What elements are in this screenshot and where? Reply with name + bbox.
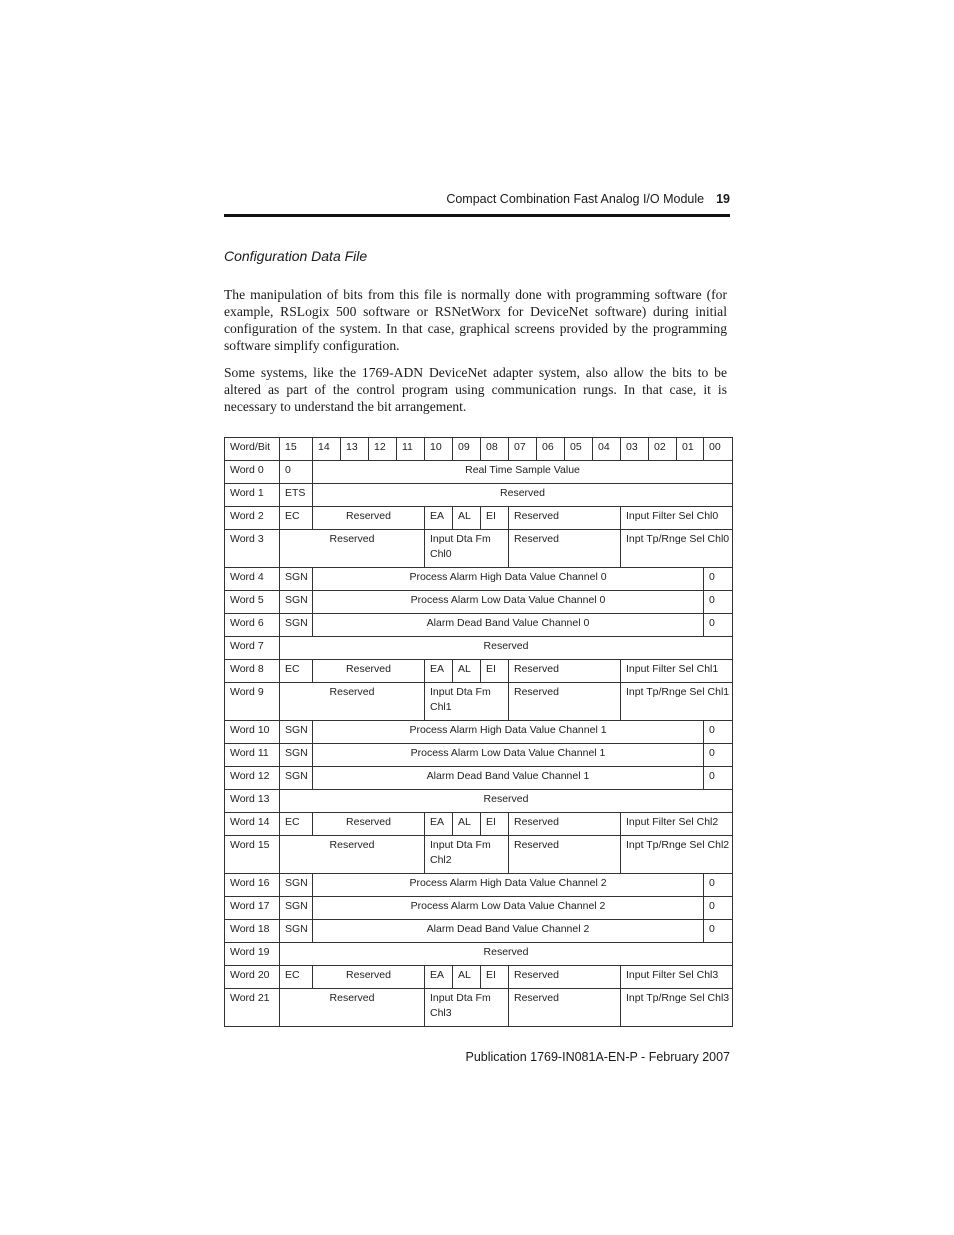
table-cell: Process Alarm High Data Value Channel 2 xyxy=(313,874,704,897)
table-cell: Input Filter Sel Chl0 xyxy=(621,507,733,530)
table-cell: EI xyxy=(481,966,509,989)
header-cell-bit-09: 09 xyxy=(453,438,481,461)
table-cell: Reserved xyxy=(280,530,425,568)
table-row xyxy=(225,637,733,660)
header-cell-word-bit: Word/Bit xyxy=(225,438,280,461)
table-cell: SGN xyxy=(280,591,313,614)
table-cell: Real Time Sample Value xyxy=(313,461,733,484)
table-cell: EA xyxy=(425,507,453,530)
table-row xyxy=(225,767,733,790)
table-cell: EA xyxy=(425,966,453,989)
table-cell: Reserved xyxy=(509,813,621,836)
configuration-data-table xyxy=(224,437,733,1027)
table-cell: Process Alarm High Data Value Channel 1 xyxy=(313,721,704,744)
table-row xyxy=(225,874,733,897)
word-label-cell: Word 19 xyxy=(225,943,280,966)
header-cell-bit-08: 08 xyxy=(481,438,509,461)
table-row xyxy=(225,813,733,836)
table-cell: Reserved xyxy=(509,836,621,874)
table-cell: Process Alarm Low Data Value Channel 2 xyxy=(313,897,704,920)
header-rule xyxy=(224,214,730,217)
table-cell: SGN xyxy=(280,920,313,943)
table-cell: 0 xyxy=(280,461,313,484)
table-cell: Reserved xyxy=(280,683,425,721)
table-row xyxy=(225,920,733,943)
table-cell: 0 xyxy=(704,767,733,790)
table-cell: Reserved xyxy=(313,484,733,507)
table-cell: 0 xyxy=(704,744,733,767)
table-cell: 0 xyxy=(704,874,733,897)
table-cell: EC xyxy=(280,660,313,683)
table-cell: Reserved xyxy=(509,966,621,989)
header-cell-bit-14: 14 xyxy=(313,438,341,461)
table-body xyxy=(225,438,733,1027)
table-cell: SGN xyxy=(280,721,313,744)
header-cell-bit-11: 11 xyxy=(397,438,425,461)
header-cell-bit-13: 13 xyxy=(341,438,369,461)
table-cell: EC xyxy=(280,813,313,836)
header-cell-bit-07: 07 xyxy=(509,438,537,461)
word-label-cell: Word 14 xyxy=(225,813,280,836)
table-row xyxy=(225,507,733,530)
table-row xyxy=(225,721,733,744)
table-cell: Input Dta Fm Chl1 xyxy=(425,683,509,721)
table-header-row xyxy=(225,438,733,461)
table-cell: EC xyxy=(280,966,313,989)
table-cell: Reserved xyxy=(509,530,621,568)
table-cell: Alarm Dead Band Value Channel 2 xyxy=(313,920,704,943)
table-cell: 0 xyxy=(704,591,733,614)
header-title: Compact Combination Fast Analog I/O Module xyxy=(446,192,705,206)
word-label-cell: Word 2 xyxy=(225,507,280,530)
word-label-cell: Word 15 xyxy=(225,836,280,874)
table-row xyxy=(225,461,733,484)
header-cell-bit-00: 00 xyxy=(704,438,733,461)
table-cell: Alarm Dead Band Value Channel 1 xyxy=(313,767,704,790)
table-cell: SGN xyxy=(280,897,313,920)
word-label-cell: Word 5 xyxy=(225,591,280,614)
word-label-cell: Word 21 xyxy=(225,989,280,1027)
table-cell: Process Alarm Low Data Value Channel 1 xyxy=(313,744,704,767)
table-cell: Reserved xyxy=(280,989,425,1027)
table-row xyxy=(225,897,733,920)
table-cell: Reserved xyxy=(509,660,621,683)
header-cell-bit-06: 06 xyxy=(537,438,565,461)
table-row xyxy=(225,614,733,637)
table-row xyxy=(225,836,733,874)
word-label-cell: Word 13 xyxy=(225,790,280,813)
table-row xyxy=(225,683,733,721)
table-cell: Alarm Dead Band Value Channel 0 xyxy=(313,614,704,637)
table-cell: Inpt Tp/Rnge Sel Chl2 xyxy=(621,836,733,874)
table-cell: AL xyxy=(453,660,481,683)
word-label-cell: Word 7 xyxy=(225,637,280,660)
table-row xyxy=(225,660,733,683)
header-cell-bit-03: 03 xyxy=(621,438,649,461)
table-cell: 0 xyxy=(704,897,733,920)
word-label-cell: Word 16 xyxy=(225,874,280,897)
word-label-cell: Word 11 xyxy=(225,744,280,767)
table-row xyxy=(225,943,733,966)
table-row xyxy=(225,530,733,568)
word-label-cell: Word 0 xyxy=(225,461,280,484)
table-cell: Input Filter Sel Chl2 xyxy=(621,813,733,836)
table-cell: Input Dta Fm Chl2 xyxy=(425,836,509,874)
table-cell: SGN xyxy=(280,744,313,767)
header-cell-bit-15: 15 xyxy=(280,438,313,461)
page-number: 19 xyxy=(716,192,730,206)
table-cell: EA xyxy=(425,660,453,683)
table-cell: Reserved xyxy=(313,813,425,836)
table-cell: Reserved xyxy=(509,507,621,530)
word-label-cell: Word 1 xyxy=(225,484,280,507)
table-cell: Reserved xyxy=(280,790,733,813)
table-cell: Input Dta Fm Chl0 xyxy=(425,530,509,568)
table-cell: EI xyxy=(481,507,509,530)
table-cell: Reserved xyxy=(280,637,733,660)
table-row xyxy=(225,591,733,614)
table-cell: Inpt Tp/Rnge Sel Chl3 xyxy=(621,989,733,1027)
header-cell-bit-05: 05 xyxy=(565,438,593,461)
body-paragraph-1: The manipulation of bits from this file is normally done with programming software (for example, RSLogix 500 software or RSNetWorx for DeviceNet software) during initial configuration of the system. In that case, graphical screens provided by the programming software simplify configuration. xyxy=(224,287,727,353)
table-cell: SGN xyxy=(280,767,313,790)
table-cell: EC xyxy=(280,507,313,530)
table-cell: Reserved xyxy=(509,683,621,721)
table-row xyxy=(225,966,733,989)
header-cell-bit-10: 10 xyxy=(425,438,453,461)
word-label-cell: Word 18 xyxy=(225,920,280,943)
word-label-cell: Word 8 xyxy=(225,660,280,683)
table-row xyxy=(225,568,733,591)
header-cell-bit-01: 01 xyxy=(677,438,704,461)
word-label-cell: Word 17 xyxy=(225,897,280,920)
table-cell: 0 xyxy=(704,721,733,744)
word-label-cell: Word 6 xyxy=(225,614,280,637)
table-cell: Process Alarm Low Data Value Channel 0 xyxy=(313,591,704,614)
table-row xyxy=(225,790,733,813)
word-label-cell: Word 20 xyxy=(225,966,280,989)
table-cell: Inpt Tp/Rnge Sel Chl1 xyxy=(621,683,733,721)
word-label-cell: Word 4 xyxy=(225,568,280,591)
table-cell: AL xyxy=(453,966,481,989)
running-header xyxy=(224,192,730,210)
header-cell-bit-12: 12 xyxy=(369,438,397,461)
table-cell: AL xyxy=(453,507,481,530)
table-cell: ETS xyxy=(280,484,313,507)
table-cell: AL xyxy=(453,813,481,836)
table-cell: Reserved xyxy=(280,836,425,874)
table-row xyxy=(225,744,733,767)
table-cell: SGN xyxy=(280,874,313,897)
table-row xyxy=(225,989,733,1027)
table-cell: Process Alarm High Data Value Channel 0 xyxy=(313,568,704,591)
table-cell: Reserved xyxy=(280,943,733,966)
word-label-cell: Word 10 xyxy=(225,721,280,744)
table-cell: SGN xyxy=(280,568,313,591)
body-paragraph-2: Some systems, like the 1769-ADN DeviceNet adapter system, also allow the bits to be altered as part of the control program using communication rungs. In that case, it is necessary to understand the bit arrangement. xyxy=(224,365,727,414)
table-cell: Inpt Tp/Rnge Sel Chl0 xyxy=(621,530,733,568)
table-cell: EI xyxy=(481,813,509,836)
header-cell-bit-02: 02 xyxy=(649,438,677,461)
table-cell: 0 xyxy=(704,614,733,637)
word-label-cell: Word 12 xyxy=(225,767,280,790)
word-label-cell: Word 3 xyxy=(225,530,280,568)
section-title: Configuration Data File xyxy=(224,248,368,264)
footer-publication: Publication 1769-IN081A-EN-P - February 2007 xyxy=(465,1050,730,1064)
table-row xyxy=(225,484,733,507)
table-cell: Reserved xyxy=(509,989,621,1027)
table-cell: 0 xyxy=(704,568,733,591)
table-cell: Reserved xyxy=(313,507,425,530)
table-cell: Input Filter Sel Chl1 xyxy=(621,660,733,683)
table-cell: Input Filter Sel Chl3 xyxy=(621,966,733,989)
word-label-cell: Word 9 xyxy=(225,683,280,721)
table-cell: EI xyxy=(481,660,509,683)
header-cell-bit-04: 04 xyxy=(593,438,621,461)
table-cell: Reserved xyxy=(313,966,425,989)
table-cell: 0 xyxy=(704,920,733,943)
table-cell: Reserved xyxy=(313,660,425,683)
table-cell: EA xyxy=(425,813,453,836)
table-cell: SGN xyxy=(280,614,313,637)
table-cell: Input Dta Fm Chl3 xyxy=(425,989,509,1027)
